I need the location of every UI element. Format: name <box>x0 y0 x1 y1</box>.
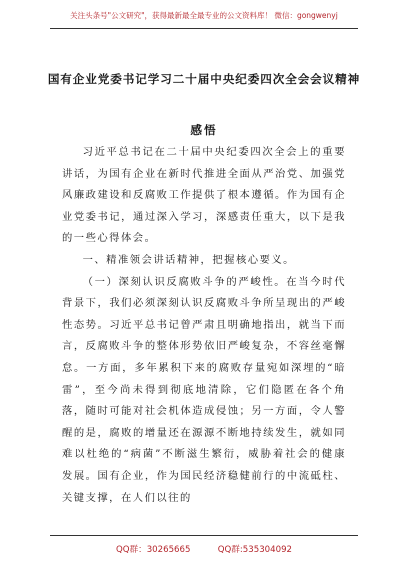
page-footer: QQ群：30265665 QQ群:535304092 <box>50 535 358 555</box>
page-header: 关注头条号"公文研究"，获得最新最全最专业的公文资料库！ 微信：gongwenyj <box>50 10 358 29</box>
document-body <box>62 142 346 509</box>
section-heading-1: 一、精准领会讲话精神，把握核心要义。 <box>82 253 295 266</box>
document-subtitle: 感悟 <box>190 123 218 137</box>
paragraph-1-1: （一）深刻认识反腐败斗争的严峻性。在当今时代背景下，我们必须深刻认识反腐败斗争所呈现出的严峻性态势。习近平总书记曾严肃且明确地指出，就当下而言，反腐败斗争的整体形势依旧严峻复杂，不容丝毫懈怠。一方面，多年累积下来的腐败存量宛如深埋的“暗雷”，至今尚未得到彻底地清除，它们隐匿在各个角落，随时可能对社会机体造成侵蚀；另一方面，令人警醒的是，腐败的增量还在源源不断地持续发生，就如同难以杜绝的“病菌”不断滋生繁衍，威胁着社会的健康发展。国有企业，作为国民经济稳健前行的中流砥柱、关键支撑，在人们以往的 <box>62 275 346 504</box>
paragraph-intro: 习近平总书记在二十届中央纪委四次全会上的重要讲话，为国有企业在新时代推进全面从严治党、加强党风廉政建设和反腐败工作提供了根本遵循。作为国有企业党委书记，通过深入学习，深感责任重大，以下是我的一些心得体会。 <box>62 146 346 245</box>
document-title: 国有企业党委书记学习二十届中央纪委四次全会会议精神 <box>47 72 361 86</box>
